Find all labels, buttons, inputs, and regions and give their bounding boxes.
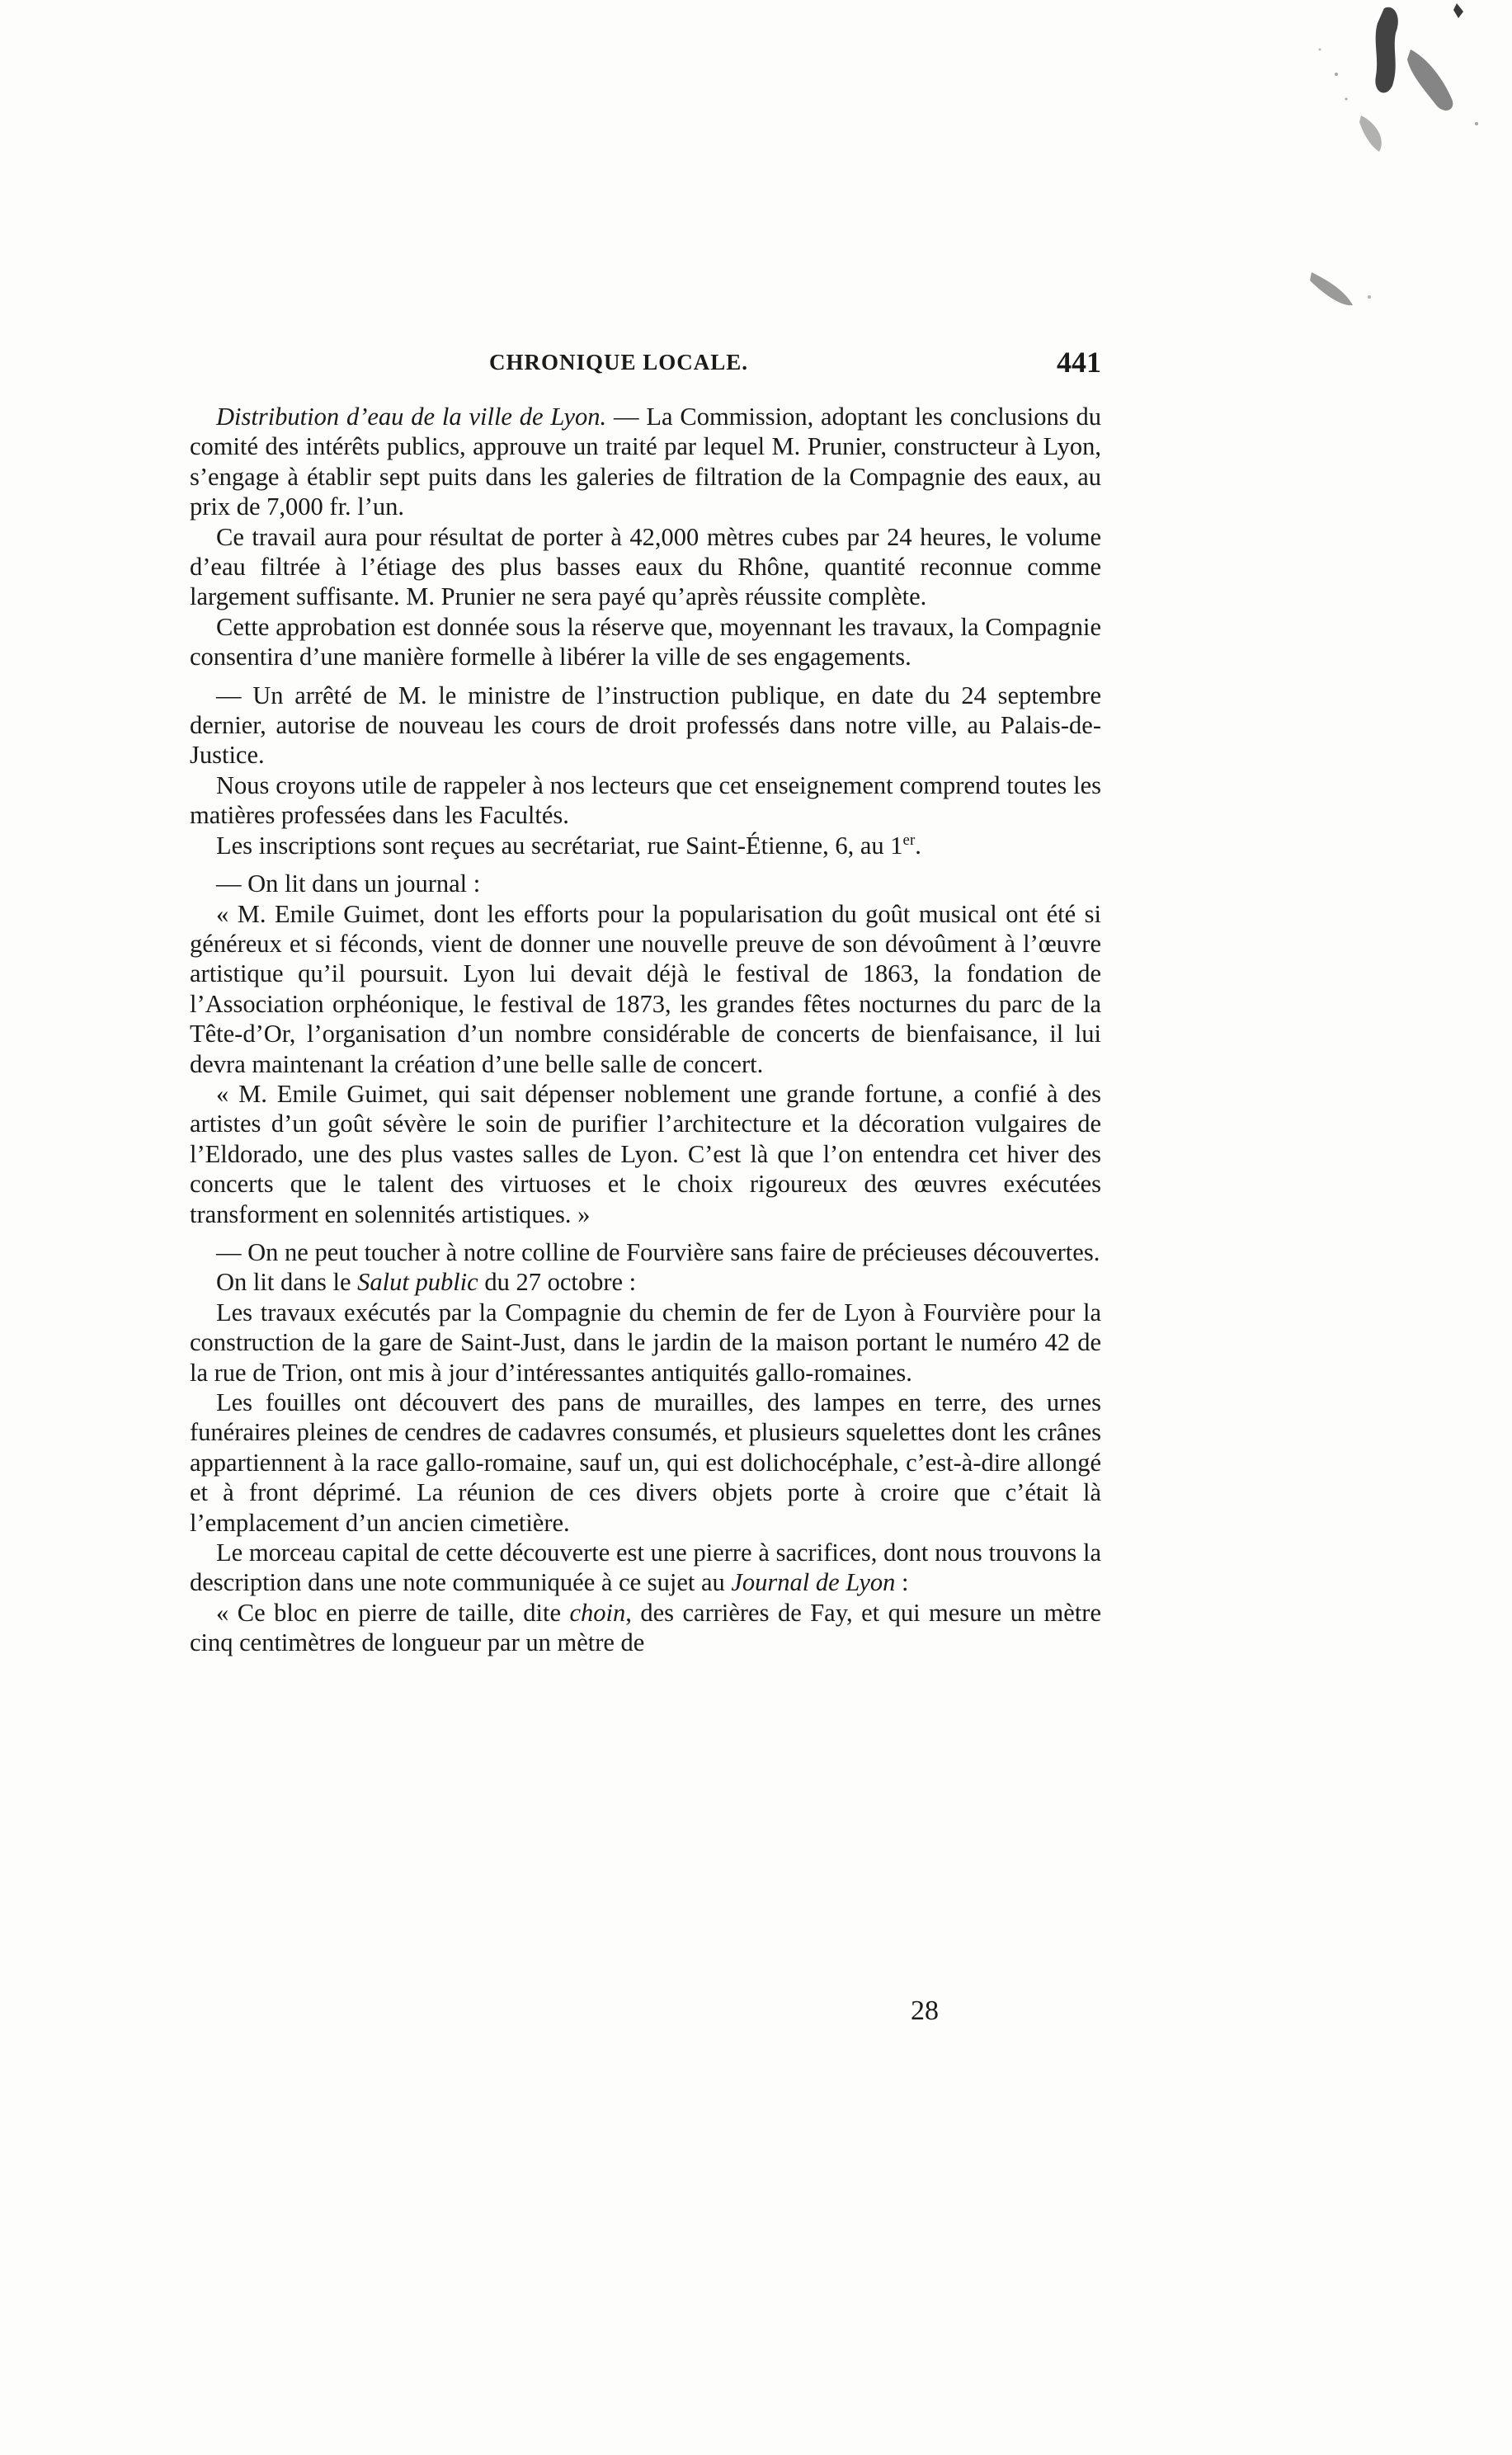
paragraph: Le morceau capital de cette découverte est une pierre à sacrifices, dont nous trouvons la description dans une note communiquée à ce sujet au Journal de Lyon : bbox=[190, 1538, 1101, 1597]
paragraph: — On lit dans un journal : bbox=[216, 869, 481, 898]
paragraph: On lit dans le Salut public du 27 octobre : bbox=[216, 1268, 637, 1297]
paragraph: « Ce bloc en pierre de taille, dite choin, des carrières de Fay, et qui mesure un mètre cinq centimètres de longueur par un mètre de bbox=[190, 1598, 1101, 1657]
superscript: er bbox=[902, 831, 916, 849]
paragraph: Cette approbation est donnée sous la réserve que, moyennant les travaux, la Compagnie consentira d’une manière formelle à libérer la ville de ses engagements. bbox=[190, 612, 1101, 671]
paragraph: « M. Emile Guimet, qui sait dépenser noblement une grande fortune, a confié à des artistes d’un goût sévère le soin de purifier l’architecture et la décoration vulgaires de l’Eldorado, une des plus vastes salles de Lyon. C’est là que l’on entendra cet hiver des concerts que le talent des virtuoses et le choix rigoureux des œuvres exécutées transforment en solennités artistiques. » bbox=[190, 1079, 1101, 1228]
article-body bbox=[190, 402, 1101, 1658]
paragraph: Les inscriptions sont reçues au secrétariat, rue Saint-Étienne, 6, au 1er. bbox=[216, 831, 921, 860]
paragraph: Ce travail aura pour résultat de porter à 42,000 mètres cubes par 24 heures, le volume d’eau filtrée à l’étiage des plus basses eaux du Rhône, quantité reconnue comme largement suffisante. M. Prunier ne sera payé qu’après réussite complète. bbox=[190, 522, 1101, 611]
paragraph: « M. Emile Guimet, dont les efforts pour la popularisation du goût musical ont été si généreux et si féconds, vient de donner une nouvelle preuve de son dévoûment à l’œuvre artistique qu’il poursuit. Lyon lui devait déjà le festival de 1863, la fondation de l’Association orphéonique, le festival de 1873, les grandes fêtes nocturnes du parc de la Tête-d’Or, l’organisation d’un nombre considérable de concerts de bienfaisance, il lui devra maintenant la création d’une belle salle de concert. bbox=[190, 899, 1101, 1078]
paragraph: Nous croyons utile de rappeler à nos lecteurs que cet enseignement comprend toutes les matières professées dans les Facultés. bbox=[190, 770, 1101, 830]
signature-mark: 28 bbox=[911, 1996, 939, 2026]
italic-title: Salut public bbox=[357, 1268, 478, 1297]
italic-title: Journal de Lyon bbox=[731, 1568, 896, 1597]
paragraph: Distribution d’eau de la ville de Lyon. — La Commission, adoptant les conclusions du comité des intérêts publics, approuve un traité par lequel M. Prunier, constructeur à Lyon, s’engage à établir sept puits dans les galeries de filtration de la Compagnie des eaux, au prix de 7,000 fr. l’un. bbox=[190, 403, 1101, 521]
paragraph-lead-italic: Distribution d’eau de la ville de Lyon. bbox=[216, 403, 607, 431]
paragraph: — Un arrêté de M. le ministre de l’instruction publique, en date du 24 septembre dernier, autorise de nouveau les cours de droit professés dans notre ville, au Palais-de-Justice. bbox=[190, 681, 1101, 770]
running-title: CHRONIQUE LOCALE. bbox=[489, 350, 749, 375]
page-number: 441 bbox=[1057, 346, 1101, 379]
scan-smudge-mark bbox=[1287, 0, 1512, 330]
paragraph: — On ne peut toucher à notre colline de Fourvière sans faire de précieuses découvertes. bbox=[216, 1237, 1100, 1266]
paragraph: Les travaux exécutés par la Compagnie du chemin de fer de Lyon à Fourvière pour la construction de la gare de Saint-Just, dans le jardin de la maison portant le numéro 42 de la rue de Trion, ont mis à jour d’intéressantes antiquités gallo-romaines. bbox=[190, 1298, 1101, 1387]
paragraph: Les fouilles ont découvert des pans de murailles, des lampes en terre, des urnes funéraires pleines de cendres de cadavres consumés, et plusieurs squelettes dont les crânes appartiennent à la race gallo-romaine, sauf un, qui est dolichocéphale, c’est-à-dire allongé et à front déprimé. La réunion de ces divers objets porte à croire que c’était là l’emplacement d’un ancien cimetière. bbox=[190, 1388, 1101, 1537]
page-header bbox=[190, 345, 1101, 386]
italic-term: choin bbox=[569, 1598, 626, 1627]
